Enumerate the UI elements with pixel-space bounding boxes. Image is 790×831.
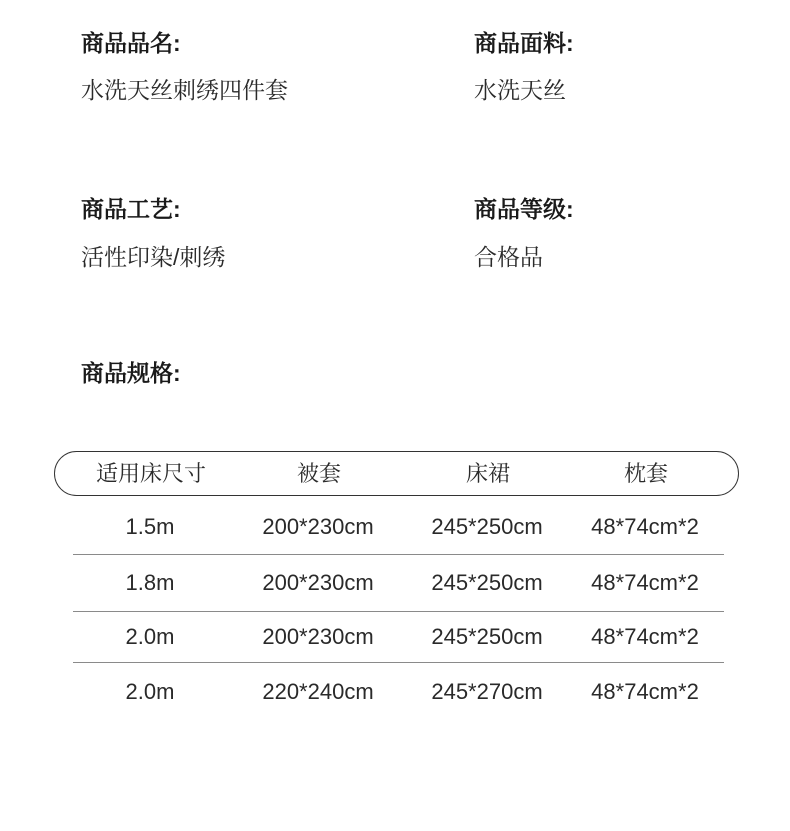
cell-duvet-cover: 200*230cm xyxy=(262,514,374,539)
header-duvet-cover: 被套 xyxy=(296,461,341,486)
table-row xyxy=(54,663,739,721)
cell-bed-skirt: 245*250cm xyxy=(431,624,543,649)
product-grade-value: 合格品 xyxy=(474,244,543,270)
product-grade-label: 商品等级: xyxy=(474,196,574,222)
cell-pillowcase: 48*74cm*2 xyxy=(591,624,699,649)
cell-bed-skirt: 245*250cm xyxy=(431,514,543,539)
cell-pillowcase: 48*74cm*2 xyxy=(591,514,699,539)
product-craft-label: 商品工艺: xyxy=(81,196,181,222)
header-pillowcase: 枕套 xyxy=(623,461,668,486)
cell-duvet-cover: 200*230cm xyxy=(262,624,374,649)
cell-pillowcase: 48*74cm*2 xyxy=(591,570,699,595)
spec-table-header xyxy=(54,451,739,496)
product-name-value: 水洗天丝刺绣四件套 xyxy=(81,77,288,103)
cell-bed-size: 2.0m xyxy=(125,624,175,649)
cell-bed-size: 1.8m xyxy=(125,570,175,595)
table-row xyxy=(54,500,739,554)
cell-duvet-cover: 200*230cm xyxy=(262,570,374,595)
header-bed-skirt: 床裙 xyxy=(465,461,510,486)
cell-bed-skirt: 245*270cm xyxy=(431,679,543,704)
product-fabric-label: 商品面料: xyxy=(474,30,574,56)
table-row xyxy=(54,612,739,662)
product-fabric-value: 水洗天丝 xyxy=(474,77,566,103)
cell-bed-size: 1.5m xyxy=(125,514,175,539)
cell-duvet-cover: 220*240cm xyxy=(262,679,374,704)
cell-bed-size: 2.0m xyxy=(125,679,175,704)
product-name-label: 商品品名: xyxy=(81,30,181,56)
cell-pillowcase: 48*74cm*2 xyxy=(591,679,699,704)
header-bed-size: 适用床尺寸 xyxy=(95,461,206,486)
cell-bed-skirt: 245*250cm xyxy=(431,570,543,595)
spec-table xyxy=(54,451,739,741)
product-craft-value: 活性印染/刺绣 xyxy=(81,244,226,270)
table-row xyxy=(54,555,739,610)
product-spec-label: 商品规格: xyxy=(81,360,181,386)
